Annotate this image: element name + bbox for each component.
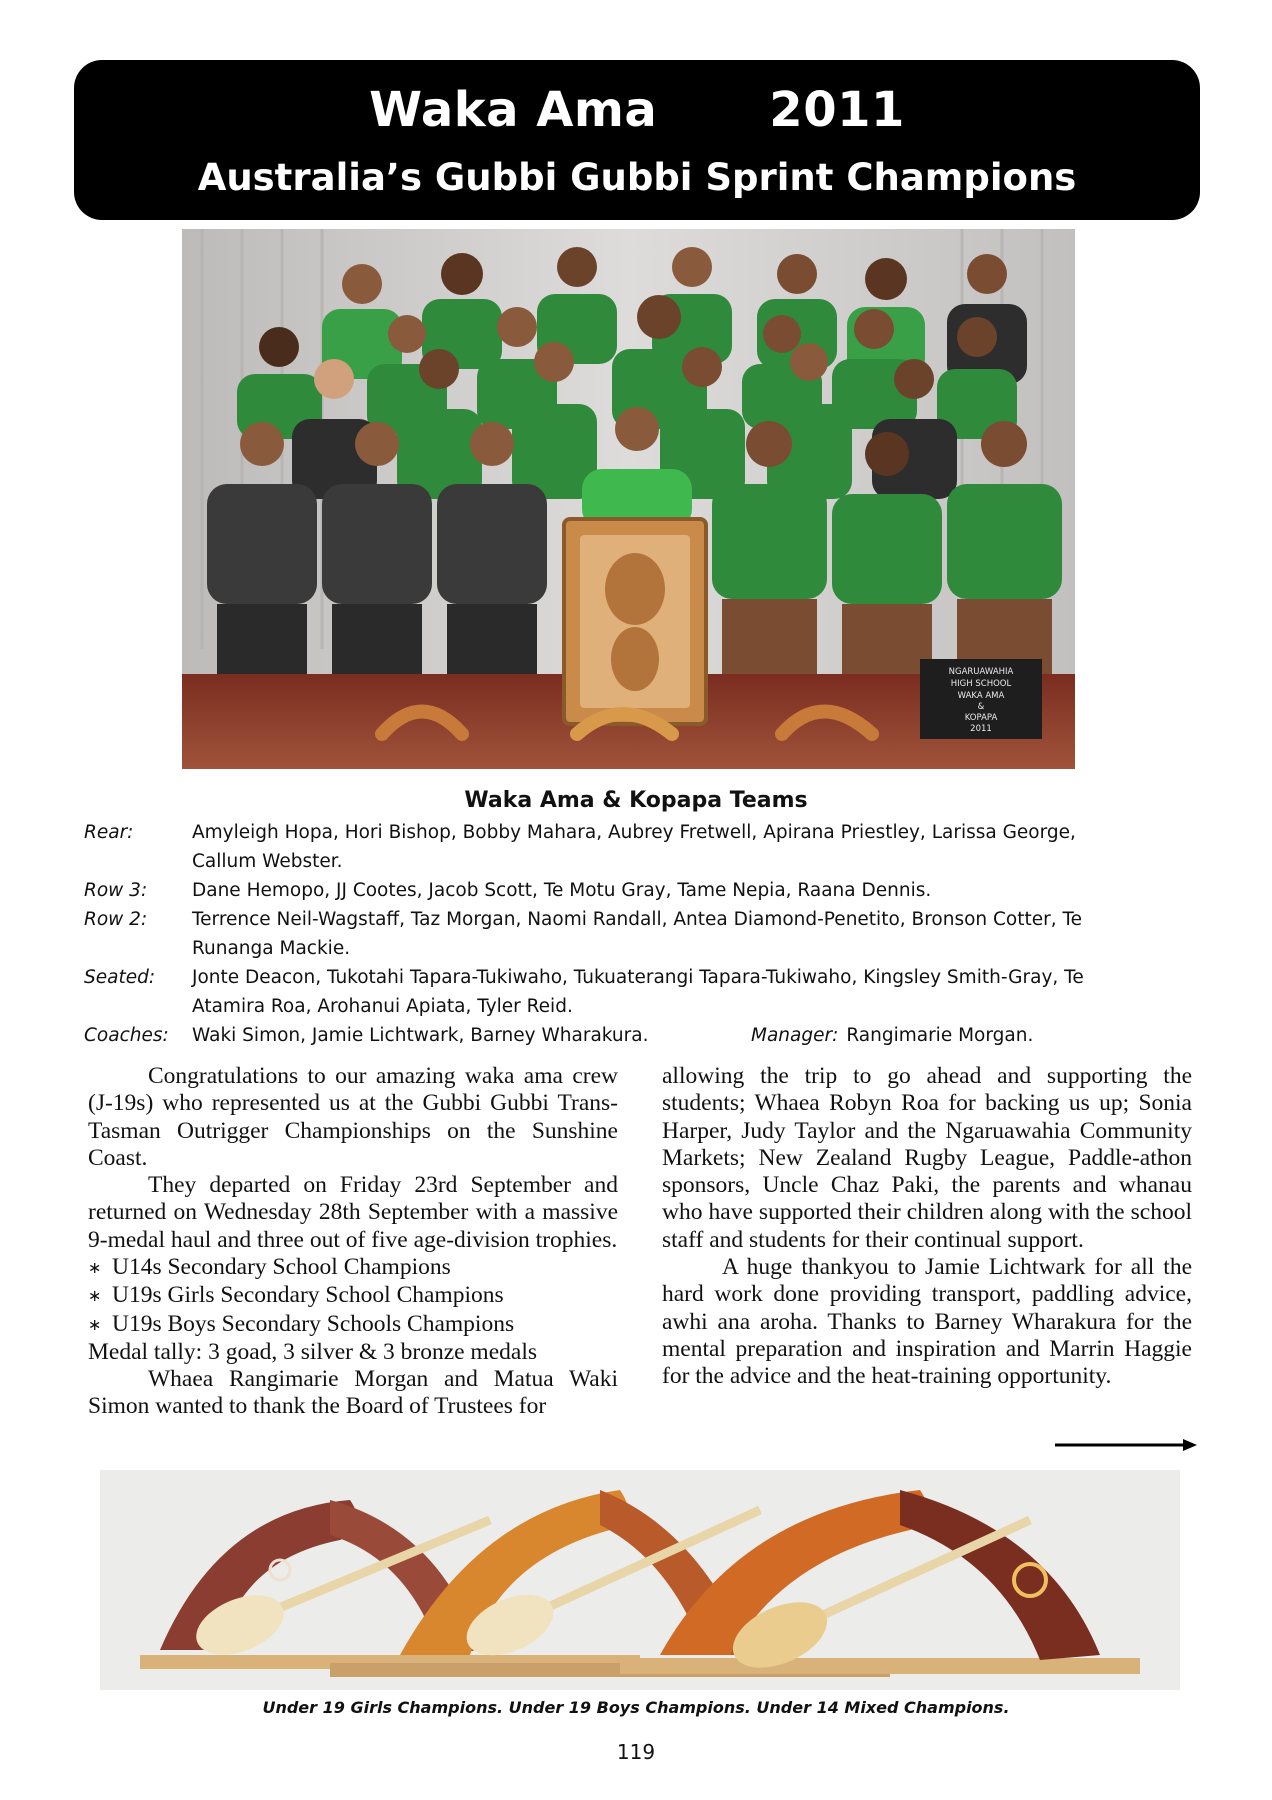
team-roster xyxy=(84,818,1124,1050)
article-paragraph: Congratulations to our amazing waka ama crew (J-19s) who represented us at the Gubbi Gubbi Trans-Tasman Outrigger Championships on the Sunshine Coast. xyxy=(88,1063,618,1171)
list-item: ∗ U19s Boys Secondary Schools Champions xyxy=(88,1311,618,1339)
coaches-label: Coaches: xyxy=(84,1025,169,1046)
carved-plaque xyxy=(564,519,706,724)
article-column-right xyxy=(662,1063,1192,1391)
continue-arrow-icon xyxy=(1055,1438,1197,1452)
row-names: Dane Hemopo, JJ Cootes, Jacob Scott, Te Motu Gray, Tame Nepia, Raana Dennis. xyxy=(192,880,932,901)
row-names: Jonte Deacon, Tukotahi Tapara-Tukiwaho, Tukuaterangi Tapara-Tukiwaho, Kingsley Smith-Gray, Te Atamira Roa, Arohanui Apiata, Tyler Reid. xyxy=(192,967,1084,1017)
row-label: Row 2: xyxy=(84,909,148,930)
article-paragraph: They departed on Friday 23rd September and returned on Wednesday 28th September with a massive 9-medal haul and three out of five age-division trophies. xyxy=(88,1172,618,1253)
coaches-row xyxy=(84,1021,1124,1050)
manager xyxy=(751,1021,1033,1050)
title-year: 2011 xyxy=(769,82,905,138)
roster-row xyxy=(84,818,1124,876)
article-paragraph: A huge thankyou to Jamie Lichtwark for all the hard work done providing transport, paddling advice, awhi ana aroha. Thanks to Barney Wharakura for the mental preparation and inspiration and Marrin Haggie for the advice and the heat-training opportunity. xyxy=(662,1254,1192,1390)
row-label: Seated: xyxy=(84,967,156,988)
sign-line-6: 2011 xyxy=(970,724,992,734)
roster-row xyxy=(84,963,1124,1021)
team-sign xyxy=(920,659,1042,739)
coaches-names: Waki Simon, Jamie Lichtwark, Barney Wharakura. xyxy=(192,1025,649,1046)
team-photo xyxy=(182,229,1075,769)
list-item: ∗ U14s Secondary School Champions xyxy=(88,1254,618,1282)
bullet-icon: ∗ xyxy=(88,1288,102,1306)
page-title xyxy=(74,82,1200,138)
team-photo-illustration xyxy=(182,229,1075,769)
title-banner xyxy=(74,60,1200,220)
medal-tally: Medal tally: 3 goad, 3 silver & 3 bronze medals xyxy=(88,1338,538,1365)
sign-line-3: WAKA AMA xyxy=(957,691,1005,701)
manager-name: Rangimarie Morgan. xyxy=(846,1025,1034,1046)
trophy-photo xyxy=(100,1470,1180,1690)
row-label: Rear: xyxy=(84,822,134,843)
bullet-icon: ∗ xyxy=(88,1260,102,1278)
trophy-illustration xyxy=(100,1470,1180,1690)
roster-row xyxy=(84,905,1124,963)
title-text: Waka Ama xyxy=(369,82,658,138)
trophy-caption: Under 19 Girls Champions. Under 19 Boys Champions. Under 14 Mixed Champions. xyxy=(262,1698,1010,1717)
article-paragraph: Whaea Rangimarie Morgan and Matua Waki Simon wanted to thank the Board of Trustees for xyxy=(88,1366,618,1420)
article-paragraph: allowing the trip to go ahead and supporting the students; Whaea Robyn Roa for backing us up; Sonia Harper, Judy Taylor and the Ngaruawahia Community Markets; New Zealand Rugby League, Paddle-athon sponsors, Uncle Chaz Paki, the parents and whanau who have supported their children along with the school staff and students for their continual support. xyxy=(662,1063,1192,1253)
article-column-left xyxy=(88,1063,618,1421)
page-subtitle: Australia’s Gubbi Gubbi Sprint Champions xyxy=(197,156,1077,199)
row-names: Terrence Neil-Wagstaff, Taz Morgan, Naomi Randall, Antea Diamond-Penetito, Bronson Cotter, Te Runanga Mackie. xyxy=(192,909,1083,959)
page-number: 119 xyxy=(616,1740,656,1764)
sign-line-5: KOPAPA xyxy=(964,713,998,723)
bullet-icon: ∗ xyxy=(88,1316,102,1334)
roster-row xyxy=(84,876,1124,905)
row-names: Amyleigh Hopa, Hori Bishop, Bobby Mahara, Aubrey Fretwell, Apirana Priestley, Larissa George, Callum Webster. xyxy=(192,822,1076,872)
sign-line-1: NGARUAWAHIA xyxy=(948,667,1014,677)
manager-label: Manager: xyxy=(751,1025,839,1046)
sign-line-4: & xyxy=(977,702,985,712)
list-item: ∗ U19s Girls Secondary School Champions xyxy=(88,1282,618,1310)
teams-heading: Waka Ama & Kopapa Teams xyxy=(464,788,808,813)
sign-line-2: HIGH SCHOOL xyxy=(950,679,1012,689)
row-label: Row 3: xyxy=(84,880,148,901)
